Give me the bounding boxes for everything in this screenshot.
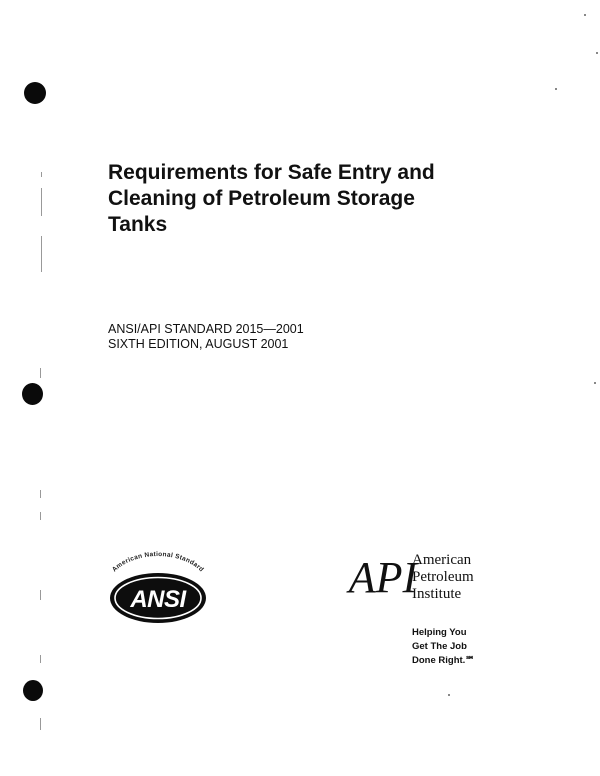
ansi-logo xyxy=(98,548,218,626)
scan-mark xyxy=(40,490,41,498)
punch-hole-middle xyxy=(22,383,43,405)
scan-mark xyxy=(40,368,41,378)
scan-speck xyxy=(596,52,598,54)
api-monogram: API xyxy=(348,553,418,602)
punch-hole-bottom xyxy=(23,680,43,701)
api-name-line: Petroleum xyxy=(412,569,474,585)
scan-mark xyxy=(41,188,42,216)
title-line: Tanks xyxy=(108,213,168,236)
api-name-line: Institute xyxy=(412,586,462,602)
scan-speck xyxy=(448,694,450,696)
title-line: Cleaning of Petroleum Storage xyxy=(108,187,415,210)
scan-mark xyxy=(40,590,41,600)
scan-mark xyxy=(41,172,42,177)
scan-mark xyxy=(40,655,41,663)
title-line: Requirements for Safe Entry and xyxy=(108,161,435,184)
scan-mark xyxy=(40,512,41,520)
scan-speck xyxy=(584,14,586,16)
svg-text:American National Standard xyxy=(111,551,205,574)
standard-designation xyxy=(108,322,304,352)
scan-mark xyxy=(41,236,42,272)
api-name-line: American xyxy=(412,552,472,568)
ansi-arc-text: American National Standard xyxy=(111,550,205,574)
scan-mark xyxy=(40,718,41,730)
edition-line: SIXTH EDITION, AUGUST 2001 xyxy=(108,337,289,351)
slogan-line: Done Right.℠ xyxy=(412,655,475,666)
api-slogan xyxy=(412,626,475,668)
document-title xyxy=(108,160,508,238)
scan-speck xyxy=(594,382,596,384)
api-name xyxy=(412,552,474,603)
slogan-line: Helping You xyxy=(412,627,467,638)
scan-speck xyxy=(555,88,557,90)
api-logo-mark xyxy=(348,548,418,604)
slogan-line: Get The Job xyxy=(412,641,467,652)
standard-number: ANSI/API STANDARD 2015—2001 xyxy=(108,322,304,336)
ansi-wordmark: ANSI xyxy=(130,586,186,613)
punch-hole-top xyxy=(24,82,46,104)
